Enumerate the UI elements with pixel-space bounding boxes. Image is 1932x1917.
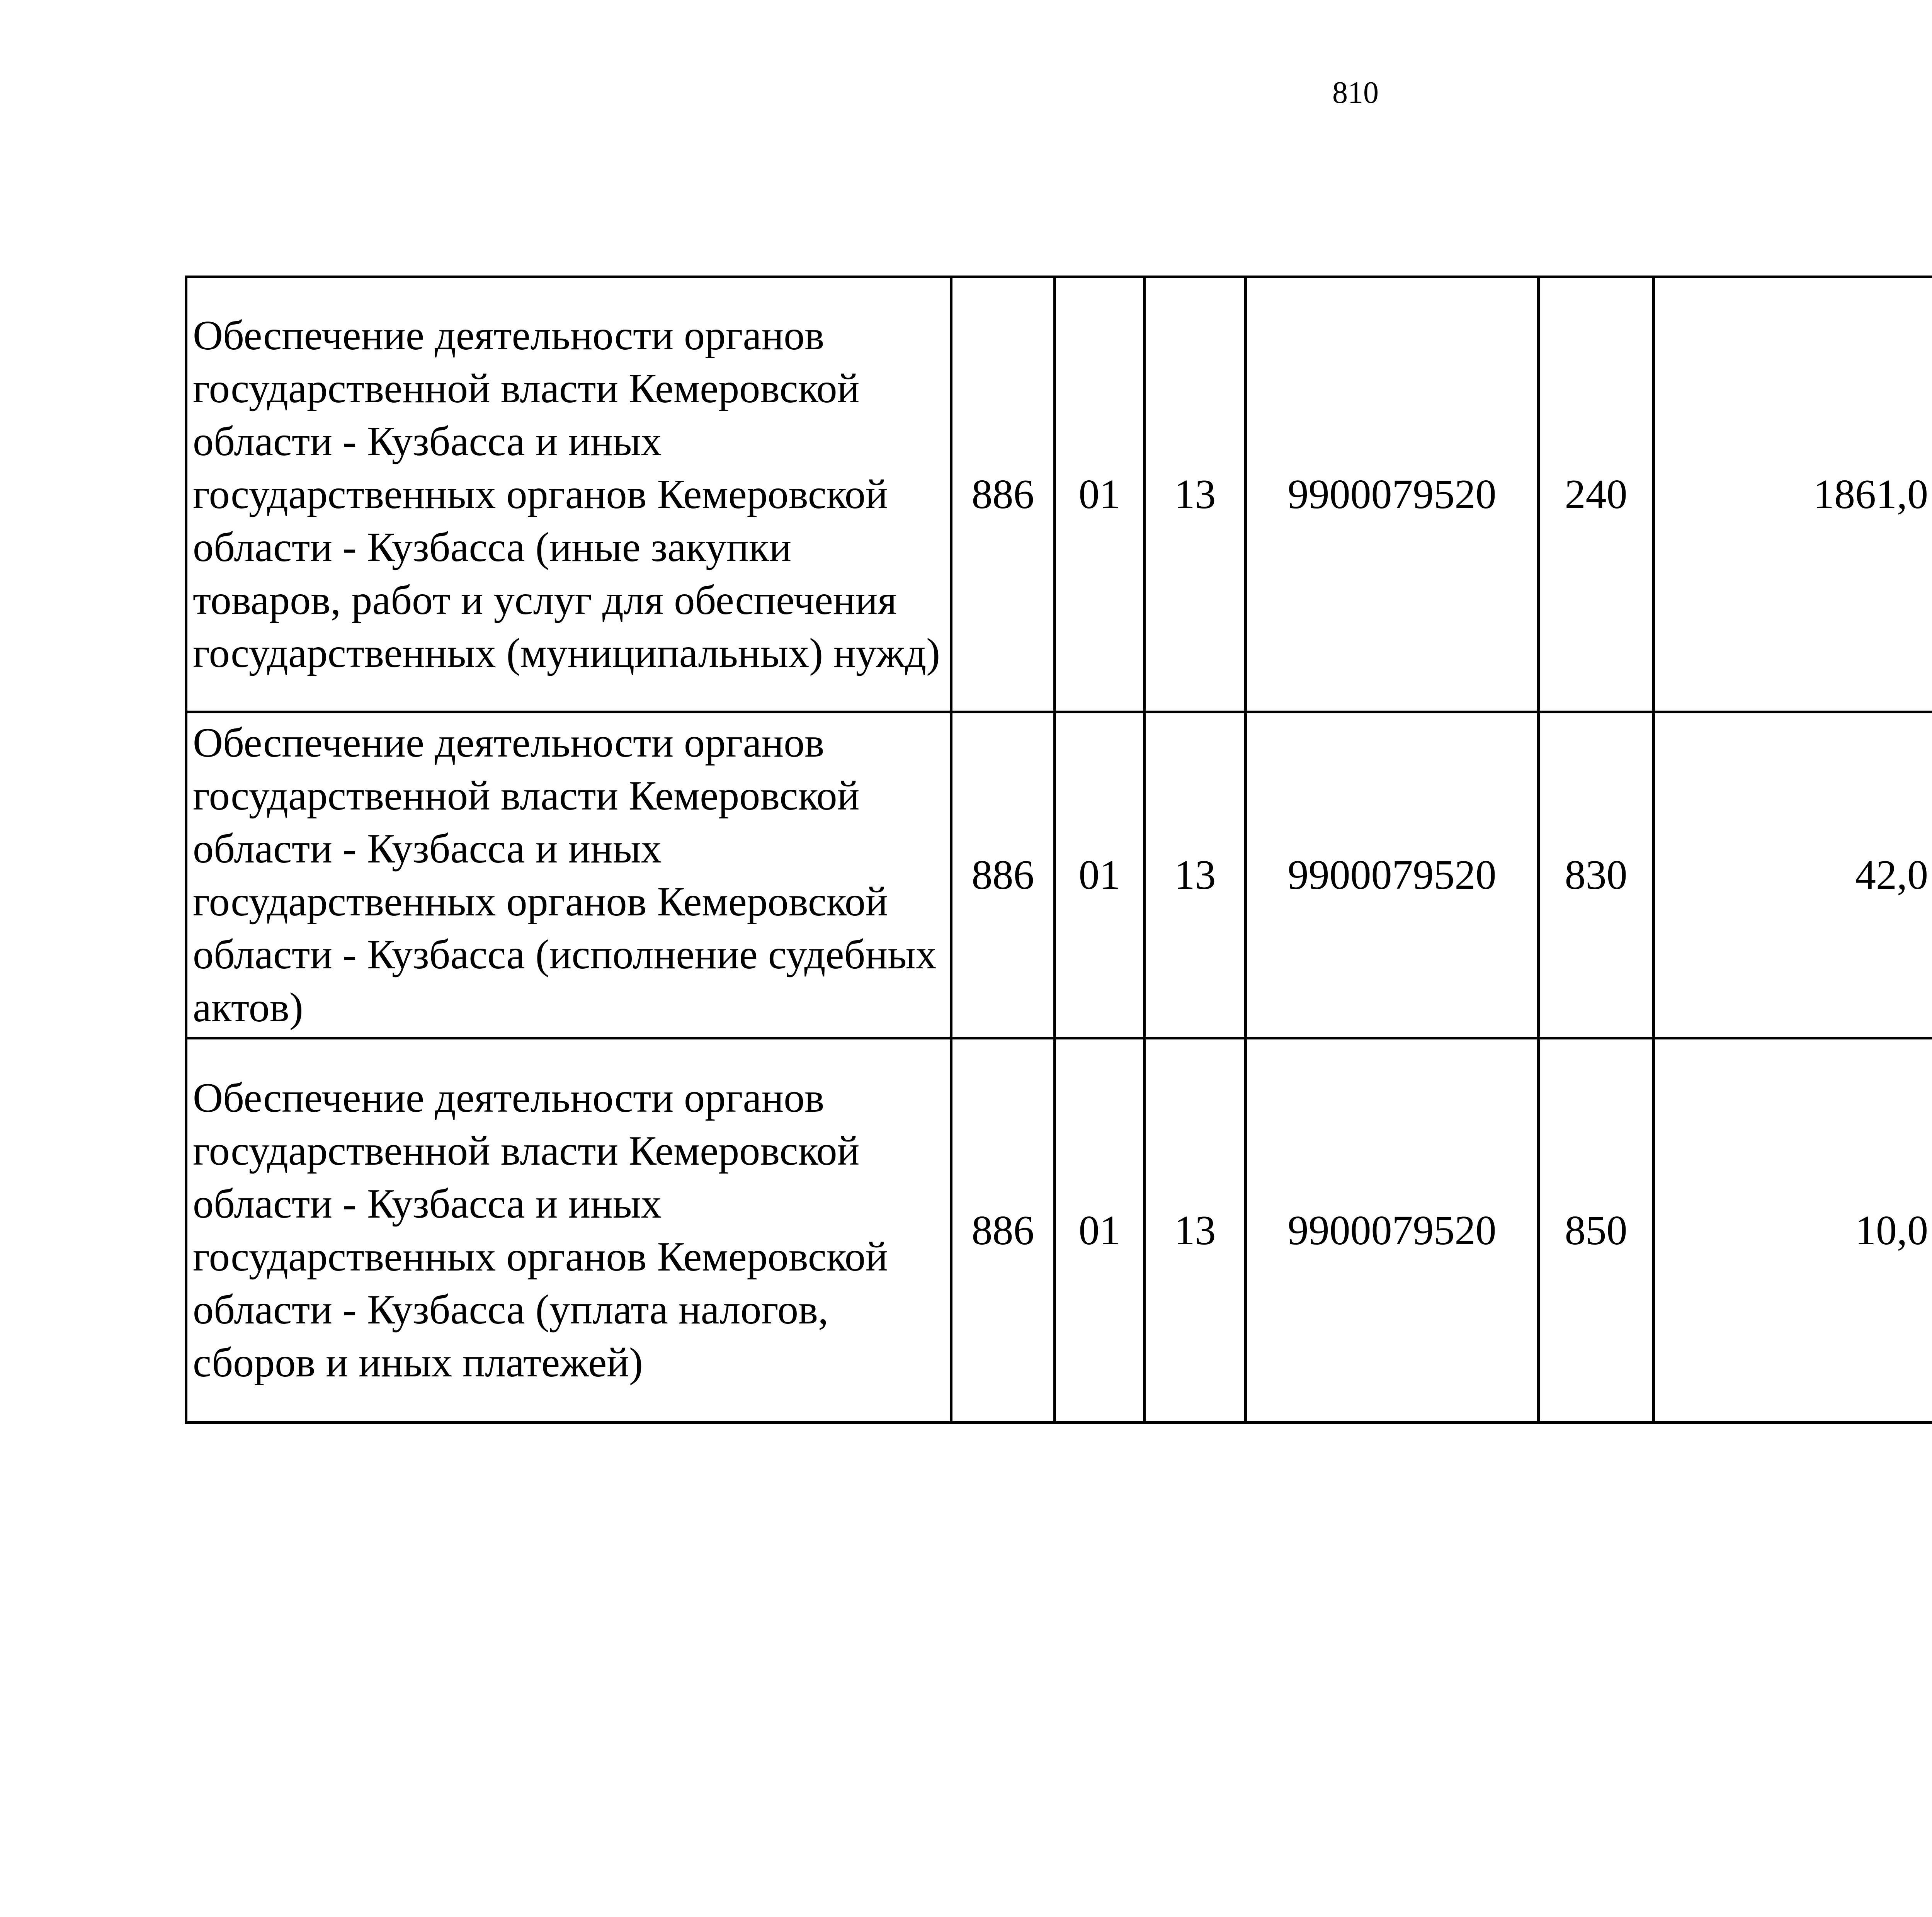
subsection-code: 13: [1145, 277, 1246, 712]
ministry-code: 886: [951, 712, 1055, 1038]
expense-description: Обеспечение деятельности органов государственной власти Кемеровской области - Кузбасса и иных государственных органов Кемеровской области - Кузбасса (иные закупки товаров, работ и услуг для обеспечения государственных (муниципальных) нужд): [186, 277, 951, 712]
ministry-code: 886: [951, 1038, 1055, 1423]
table-row: [186, 1038, 1932, 1423]
expense-type-code: 830: [1539, 712, 1654, 1038]
amount-1: 1861,0: [1654, 277, 1932, 712]
expense-type-code: 240: [1539, 277, 1654, 712]
ministry-code: 886: [951, 277, 1055, 712]
target-article-code: 9900079520: [1246, 712, 1539, 1038]
target-article-code: 9900079520: [1246, 277, 1539, 712]
amount-1: 10,0: [1654, 1038, 1932, 1423]
amount-1: 42,0: [1654, 712, 1932, 1038]
section-code: 01: [1055, 712, 1145, 1038]
target-article-code: 9900079520: [1246, 1038, 1539, 1423]
subsection-code: 13: [1145, 1038, 1246, 1423]
section-code: 01: [1055, 1038, 1145, 1423]
budget-table: [185, 276, 1932, 1424]
expense-description: Обеспечение деятельности органов государственной власти Кемеровской области - Кузбасса и иных государственных органов Кемеровской области - Кузбасса (исполнение судебных актов): [186, 712, 951, 1038]
table-row: [186, 712, 1932, 1038]
expense-description: Обеспечение деятельности органов государственной власти Кемеровской области - Кузбасса и иных государственных органов Кемеровской области - Кузбасса (уплата налогов, сборов и иных платежей): [186, 1038, 951, 1423]
expense-type-code: 850: [1539, 1038, 1654, 1423]
subsection-code: 13: [1145, 712, 1246, 1038]
section-code: 01: [1055, 277, 1145, 712]
table-row: [186, 277, 1932, 712]
page-number: 810: [1332, 76, 1379, 110]
